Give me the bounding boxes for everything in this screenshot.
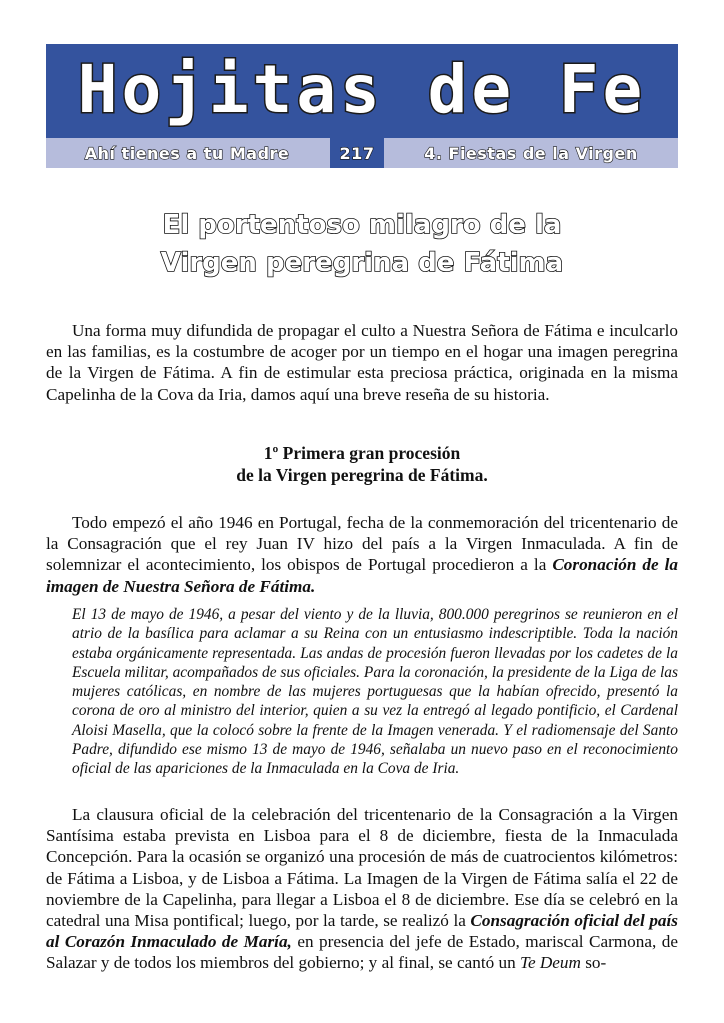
- series-label: Ahí tienes a tu Madre: [84, 143, 290, 163]
- issue-number: 217: [339, 143, 375, 163]
- topic-label-box: [384, 138, 678, 168]
- article-title: [46, 206, 678, 282]
- paragraph-2-emphasis: Coronación de la imagen de Nuestra Señora de Fátima.: [46, 555, 678, 596]
- series-label-box: [46, 138, 328, 168]
- paragraph-3: [46, 804, 678, 974]
- section-heading: [46, 442, 678, 486]
- section-heading-line2: de la Virgen peregrina de Fátima.: [236, 465, 488, 485]
- section-heading-line1: 1º Primera gran procesión: [263, 443, 461, 463]
- masthead-banner: [46, 44, 678, 138]
- paragraph-2-text: [46, 512, 678, 597]
- paragraph-2: [46, 512, 678, 597]
- intro-text: Una forma muy difundida de propagar el culto a Nuestra Señora de Fátima e inculcarlo en las familias, es la costumbre de acoger por un tiempo en el hogar una imagen peregrina de la Virgen de Fátima. A fin de estimular esta preciosa práctica, originada en la misma Capelinha de la Cova da Iria, damos aquí una breve reseña de su historia.: [46, 321, 678, 404]
- paragraph-3-text: [46, 804, 678, 974]
- paragraph-3-italic: Te Deum: [519, 953, 581, 973]
- article-title-line1: El portentoso milagro de la: [162, 210, 562, 240]
- masthead-subbar: [46, 138, 678, 168]
- article-title-line2: Virgen peregrina de Fátima: [160, 248, 564, 278]
- paragraph-3-body-1: La clausura oficial de la celebración del tricentenario de la Consagración a la Virgen Santísima estaba prevista en Lisboa para el 8 de diciembre, fiesta de la Inmaculada Concepción. Para la ocasión se organizó una procesión de más de cuatrocientos kilómetros: de Fátima a Lisboa, y de Lisboa a Fátima. La Imagen de la Virgen de Fátima salía el 22 de noviembre de la Capelinha, para llegar a Lisboa el 8 de diciembre. Ese día se celebró en la catedral una Misa pontifical; luego, por la tarde, se realizó la: [46, 805, 678, 931]
- paragraph-3-body-2: en presencia del jefe de Estado, mariscal Carmona, de Salazar y de todos los miembros del gobierno; y al final, se cantó un: [46, 932, 678, 973]
- publication-title: Hojitas de Fe: [77, 51, 647, 128]
- paragraph-3-emphasis: Consagración oficial del país al Corazón Inmaculado de María,: [46, 911, 678, 952]
- quote-text: El 13 de mayo de 1946, a pesar del viento y de la lluvia, 800.000 peregrinos se reunieron en el atrio de la basílica para aclamar a su Reina con un entusiasmo indescriptible. Toda la nación estaba orgánicamente representada. Las andas de procesión fueron llevadas por los cadetes de la Escuela militar, acompañados de sus oficiales. Para la coronación, la presidente de la Liga de las mujeres católicas, en nombre de las mujeres portuguesas que la habían ofrecido, presentó la corona de oro al ministro del interior, quien a su vez la entregó al legado pontificio, el Cardenal Aloisi Masella, que la colocó sobre la frente de la Imagen venerada. Y el radiomensaje del Santo Padre, difundido ese mismo 13 de mayo de 1946, señalaba un nuevo paso en el reconocimiento oficial de las apariciones de la Inmaculada en la Cova de Iria.: [72, 606, 678, 778]
- masthead: [46, 44, 678, 168]
- paragraph-2-body: Todo empezó el año 1946 en Portugal, fecha de la conmemoración del tricentenario de la Consagración que el rey Juan IV hizo del país a la Virgen Inmaculada. A fin de solemnizar el acontecimiento, los obispos de Portugal procedieron a la: [46, 513, 678, 575]
- topic-label: 4. Fiestas de la Virgen: [424, 143, 638, 163]
- intro-paragraph: [46, 320, 678, 405]
- paragraph-3-body-3: so-: [580, 953, 607, 973]
- issue-number-box: [330, 138, 384, 168]
- quote-block: [72, 605, 678, 779]
